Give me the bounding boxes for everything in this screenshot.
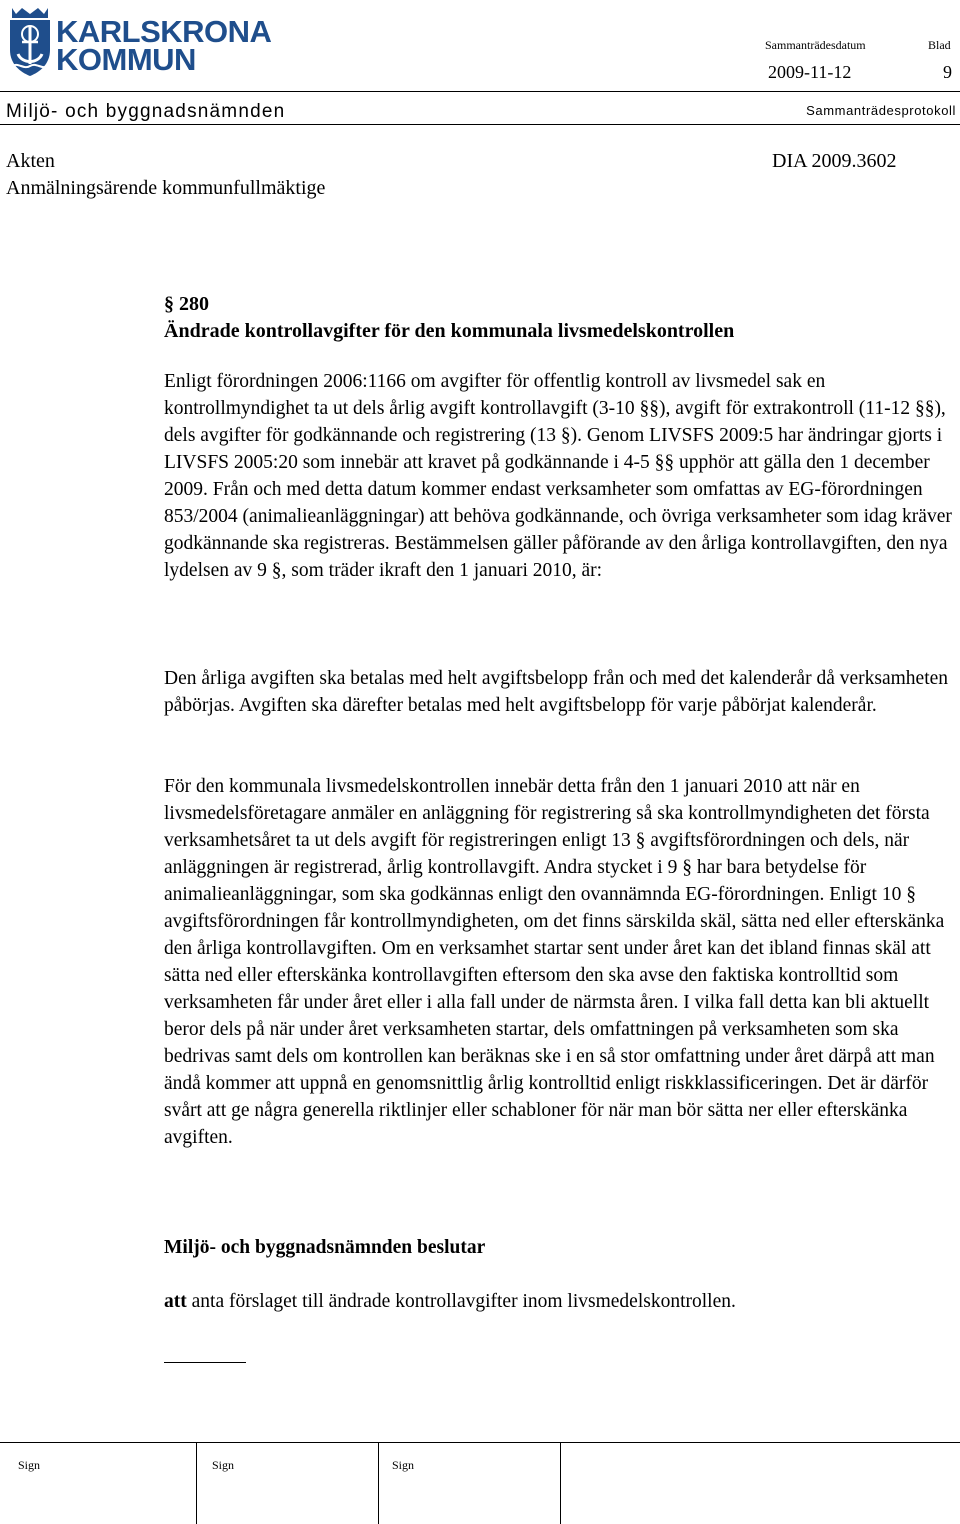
logo-line-2: KOMMUN	[56, 42, 196, 77]
sign-field-3: Sign	[392, 1458, 415, 1472]
sign-divider-1	[196, 1443, 197, 1524]
decision-text: anta förslaget till ändrade kontrollavgifter inom livsmedelskontrollen.	[186, 1291, 736, 1312]
paragraph-3-text: För den kommunala livsmedelskontrollen innebär detta från den 1 januari 2010 att när en livsmedelsföretagare anmäler en anläggning för registrering så ska kontrollmyndigheten det första verksamhetsåret ta ut dels avgift för registreringen enligt 13 § avgiftsförordningen och dels, när anläggningen är registrerad, årlig kontrollavgift. Andra stycket i 9 § har bara betydelse för animalieanläggningar, som ska godkännas enligt den ovannämnda EG-förordningen. Enligt 10 § avgiftsförordningen får kontrollmyndigheten, om det finns särskilda skäl, sätta ned eller efterskänka den årliga kontrollavgiften. Om en verksamhet startar sent under året kan det ibland finnas skäl att sätta ned eller efterskänka kontrollavgiften eftersom den ska avse den faktiska kontrolltid som verksamheten får under året eller i alla fall under de närmsta åren. I vilka fall detta kan bli aktuellt beror dels på när under året verksamheten startar, dels omfattningen på verksamheten som ska bedrivas samt dels om kontrollen kan beräknas ske i en så stor omfattning under året därpå att man ändå kommer att uppnå en genomsnittlig årlig kontrolltid enligt riskklassificeringen. Det är därför svårt att ge några generella riktlinjer eller schabloner för när man bör sätta ner eller efterskänka avgiften.	[164, 776, 945, 1148]
sign-field-2: Sign	[212, 1458, 235, 1472]
paragraph-1	[164, 368, 954, 584]
karlskrona-logo	[6, 4, 306, 82]
meeting-date: 2009-11-12	[768, 62, 852, 82]
footer-rule	[0, 1442, 960, 1443]
sign-field-1: Sign	[18, 1458, 41, 1472]
section-title: Ändrade kontrollavgifter för den kommunala livsmedelskontrollen	[164, 320, 735, 342]
decision-heading	[164, 1234, 954, 1261]
header-rule	[0, 91, 960, 92]
anmalning-label: Anmälningsärende kommunfullmäktige	[6, 177, 326, 199]
board-name: Miljö- och byggnadsnämnden	[6, 101, 286, 122]
coat-of-arms-icon	[6, 4, 54, 78]
sign-divider-2	[378, 1443, 379, 1524]
sign-divider-3	[560, 1443, 561, 1524]
decision-statement	[164, 1288, 954, 1315]
logo-line-1: KARLSKRONA	[56, 14, 272, 49]
decision-att: att	[164, 1291, 187, 1312]
paragraph-3	[164, 773, 954, 1151]
end-line	[164, 1362, 246, 1363]
protocol-label: Sammanträdesprotokoll	[806, 103, 956, 118]
paragraph-2-text: Den årliga avgiften ska betalas med helt avgiftsbelopp från och med det kalenderår då verksamheten påbörjas. Avgiften ska därefter betalas med helt avgiftsbelopp för varje påbörjat kalenderår.	[164, 668, 949, 716]
header-rule-lower	[0, 124, 960, 125]
page-number: 9	[943, 62, 952, 82]
paragraph-1-text: Enligt förordningen 2006:1166 om avgifter för offentlig kontroll av livsmedel sak en kontrollmyndighet ta ut dels årlig avgift kontrollavgift (3-10 §§), avgift för extrakontroll (11-12 §§), dels avgifter för godkännande och registrering (13 §). Genom LIVSFS 2009:5 har ändringar gjorts i LIVSFS 2005:20 som innebär att kravet på godkännande i 4-5 §§ upphör att gälla den 1 december 2009. Från och med detta datum kommer endast verksamheter som omfattas av EG-förordningen 853/2004 (animalieanläggningar) att behöva godkännande, och övriga verksamheter som idag kräver godkännande ska registreras. Bestämmelsen gäller påförande av den årliga kontrollavgiften, den nya lydelsen av 9 §, som träder ikraft den 1 januari 2010, är:	[164, 371, 952, 581]
meeting-date-label: Sammanträdesdatum	[765, 38, 866, 52]
paragraph-2	[164, 665, 954, 719]
section-heading	[164, 291, 954, 345]
decision-heading-text: Miljö- och byggnadsnämnden beslutar	[164, 1237, 486, 1258]
page-label: Blad	[928, 38, 951, 52]
section-number: § 280	[164, 293, 209, 315]
dia-number: DIA 2009.3602	[772, 150, 897, 172]
akten-label: Akten	[6, 150, 55, 172]
